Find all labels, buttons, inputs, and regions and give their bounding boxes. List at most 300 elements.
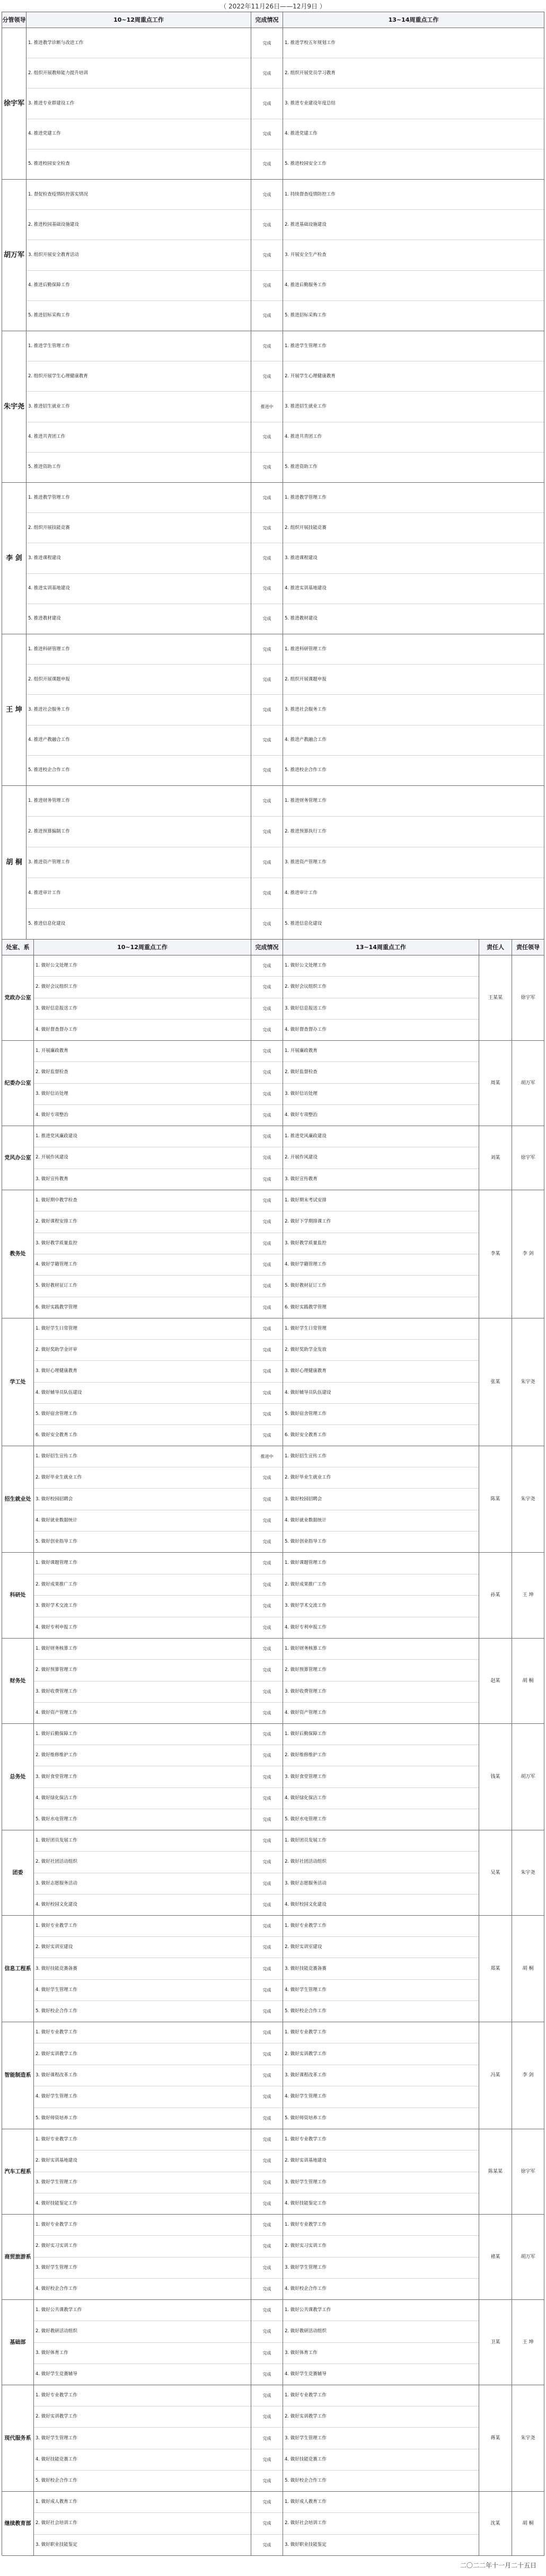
leader-status-line: 完成 bbox=[251, 543, 283, 573]
dept-leader: 徐宇军 bbox=[512, 2129, 544, 2215]
dept-status-line: 完成 bbox=[251, 1275, 283, 1296]
dept-status-line: 完成 bbox=[251, 1467, 283, 1488]
leader-work-next-line: 2. 组织开展课题申报 bbox=[283, 664, 544, 694]
leader-work-now-line: 3. 推进社会服务工作 bbox=[27, 694, 251, 724]
header-leader-2: 责任领导 bbox=[512, 940, 544, 955]
dept-status-line: 完成 bbox=[251, 2193, 283, 2214]
dept-status bbox=[251, 2022, 283, 2129]
dept-owner: 郑某 bbox=[479, 1916, 512, 2022]
dept-work-now bbox=[34, 1318, 251, 1446]
leader-status-line: 完成 bbox=[251, 694, 283, 724]
dept-work-now-line: 5. 做好创业指导工作 bbox=[34, 1531, 251, 1552]
dept-status-line: 完成 bbox=[251, 1659, 283, 1680]
dept-status-line: 完成 bbox=[251, 2150, 283, 2171]
dept-work-next-line: 3. 做好学生管理工作 bbox=[283, 2427, 479, 2448]
leader-work-now-line: 1. 推进教学管理工作 bbox=[28, 494, 70, 500]
dept-status-line: 完成 bbox=[262, 2137, 271, 2143]
dept-work-now-line: 2. 做好奖助学金评审 bbox=[34, 1339, 251, 1360]
dept-work-now-line: 4. 做好校企合作工作 bbox=[34, 2278, 251, 2299]
dept-name: 学工处 bbox=[2, 1318, 34, 1446]
leader-status-line: 完成 bbox=[251, 270, 283, 300]
dept-work-next-line: 4. 做好辅导员队伍建设 bbox=[283, 1382, 479, 1403]
dept-status-line: 完成 bbox=[251, 1297, 283, 1318]
dept-work-next-line: 4. 做好校企合作工作 bbox=[283, 2278, 479, 2299]
dept-work-now-line: 3. 做好学生管理工作 bbox=[34, 2172, 251, 2193]
leader-status-line: 完成 bbox=[251, 300, 283, 331]
dept-work-now-line: 3. 做好信息报送工作 bbox=[34, 998, 251, 1019]
dept-work-now-line: 1. 做好期中教学检查 bbox=[36, 1198, 77, 1203]
leader-work-next-line: 2. 组织开展技能竞赛 bbox=[283, 512, 544, 543]
leader-work-now bbox=[27, 786, 251, 940]
dept-leader: 李 剑 bbox=[512, 2022, 544, 2129]
dept-status-line: 完成 bbox=[262, 1732, 271, 1737]
leader-work-now-line: 5. 推进招标采购工作 bbox=[27, 300, 251, 331]
header-status: 完成情况 bbox=[251, 12, 283, 28]
dept-work-now-line: 2. 做好课程安排工作 bbox=[34, 1211, 251, 1232]
dept-work-next-line: 5. 做好师资培养工作 bbox=[283, 2108, 479, 2129]
leader-work-now-line: 3. 推进资产管理工作 bbox=[27, 847, 251, 878]
leader-work-next-line: 2. 推进基础设施建设 bbox=[283, 209, 544, 240]
dept-work-now-line: 2. 做好实训基地建设 bbox=[34, 2150, 251, 2171]
dept-status-line: 完成 bbox=[251, 2172, 283, 2193]
leader-work-now-line: 4. 推进审计工作 bbox=[27, 878, 251, 908]
dept-name: 汽车工程系 bbox=[2, 2129, 34, 2215]
leader-work-now-line: 2. 推进校园基础设施建设 bbox=[27, 209, 251, 240]
dept-work-next-line: 1. 做好成人教育工作 bbox=[285, 2499, 327, 2505]
dept-work-now-line: 6. 做好安全教育工作 bbox=[34, 1424, 251, 1446]
dept-work-next-line: 4. 做好学生竞赛辅导 bbox=[283, 2363, 479, 2385]
dept-status-line: 完成 bbox=[251, 1958, 283, 1979]
leader-work-next-line: 5. 推进校园安全工作 bbox=[283, 149, 544, 179]
dept-work-next-line: 3. 做好学生管理工作 bbox=[283, 2172, 479, 2193]
dept-work-next-line: 1. 做好专业教学工作 bbox=[285, 1923, 327, 1929]
dept-work-now bbox=[34, 2215, 251, 2300]
leader-work-now-line: 4. 推进后勤保障工作 bbox=[27, 270, 251, 300]
dept-work-now bbox=[34, 1830, 251, 1916]
dept-status-line: 完成 bbox=[251, 1809, 283, 1830]
dept-work-now-line: 2. 做好实训教学工作 bbox=[34, 2043, 251, 2064]
dept-status-line: 完成 bbox=[262, 1924, 271, 1929]
dept-work-now-line: 3. 做好学术交流工作 bbox=[34, 1595, 251, 1617]
dept-status bbox=[251, 2215, 283, 2300]
dept-work-next-line: 1. 做好专业教学工作 bbox=[285, 2030, 327, 2035]
dept-work-next-line: 4. 做好就业数据统计 bbox=[283, 1510, 479, 1531]
dept-work-next-line: 3. 做好学术交流工作 bbox=[283, 1595, 479, 1617]
dept-work-now bbox=[34, 1126, 251, 1190]
leader-work-next-line: 1. 推进财务管理工作 bbox=[285, 798, 327, 803]
dept-work-next-line: 2. 做好社团活动组织 bbox=[283, 1851, 479, 1872]
dept-work-next-line: 3. 做好食堂管理工作 bbox=[283, 1766, 479, 1787]
dept-work-now-line: 1. 做好专业教学工作 bbox=[36, 1923, 77, 1929]
dept-work-now-line: 2. 开展作风建设 bbox=[34, 1147, 251, 1168]
leader-work-now-line: 1. 推进学生管理工作 bbox=[28, 343, 70, 349]
dept-work-now-line: 1. 做好招生宣传工作 bbox=[36, 1454, 77, 1459]
dept-status-line: 完成 bbox=[251, 2278, 283, 2299]
dept-status-line: 完成 bbox=[251, 1617, 283, 1639]
dept-owner: 蒋某 bbox=[479, 2385, 512, 2492]
dept-status bbox=[251, 1041, 283, 1126]
dept-status-line: 完成 bbox=[262, 1326, 271, 1332]
dept-name: 财务处 bbox=[2, 1639, 34, 1724]
dept-owner: 赵某 bbox=[479, 1639, 512, 1724]
leader-work-now bbox=[27, 28, 251, 180]
dept-status-line: 完成 bbox=[251, 2065, 283, 2086]
dept-work-next-line: 2. 做好成果推广工作 bbox=[283, 1574, 479, 1596]
leader-work-now-line: 4. 推进共青团工作 bbox=[27, 422, 251, 452]
dept-work-next-line: 6. 做好安全教育工作 bbox=[283, 1424, 479, 1446]
leader-work-now-line: 2. 组织开展学生心理健康教育 bbox=[27, 361, 251, 391]
dept-work-now-line: 3. 做好心理健康教育 bbox=[34, 1360, 251, 1382]
dept-work-now-line: 6. 做好实践教学管理 bbox=[34, 1297, 251, 1318]
leader-status bbox=[251, 180, 283, 331]
dept-work-next-line: 3. 做好宣传教育 bbox=[283, 1169, 479, 1190]
leader-work-next bbox=[283, 331, 544, 483]
dept-status-line: 完成 bbox=[251, 998, 283, 1019]
leader-work-now-line: 2. 组织开展课题申报 bbox=[27, 664, 251, 694]
dept-work-now-line: 3. 做好志愿服务活动 bbox=[34, 1873, 251, 1894]
dept-status-line: 完成 bbox=[251, 1424, 283, 1446]
dept-owner: 陈某 bbox=[479, 1446, 512, 1553]
leader-status-line: 完成 bbox=[251, 908, 283, 939]
dept-work-next bbox=[283, 1639, 479, 1724]
dept-work-next-line: 3. 做好教学质量监控 bbox=[283, 1233, 479, 1254]
leader-name: 胡 桐 bbox=[2, 786, 27, 940]
dept-owner: 周某 bbox=[479, 1041, 512, 1126]
leader-status bbox=[251, 483, 283, 634]
dept-work-next bbox=[283, 1553, 479, 1639]
dept-status-line: 完成 bbox=[251, 1766, 283, 1787]
dept-work-next bbox=[283, 1830, 479, 1916]
dept-leader: 徐宇军 bbox=[512, 1126, 544, 1190]
dept-work-now bbox=[34, 955, 251, 1041]
dept-status-line: 完成 bbox=[251, 2086, 283, 2107]
dept-owner: 李某 bbox=[479, 1190, 512, 1318]
leader-work-next-line: 3. 推进专业建设年度总结 bbox=[283, 88, 544, 118]
leader-name: 胡万军 bbox=[2, 180, 27, 331]
dept-work-next-line: 4. 做好学生管理工作 bbox=[283, 2086, 479, 2107]
dept-status-line: 完成 bbox=[262, 2393, 271, 2398]
dept-status-line: 完成 bbox=[251, 2427, 283, 2448]
dept-work-now-line: 1. 做好专业教学工作 bbox=[36, 2222, 77, 2228]
dept-work-now-line: 2. 做好成果推广工作 bbox=[34, 1574, 251, 1596]
dept-work-now-line: 3. 做好宣传教育 bbox=[34, 1169, 251, 1190]
dept-status bbox=[251, 1126, 283, 1190]
dept-work-now-line: 4. 做好专项整治 bbox=[34, 1104, 251, 1126]
dept-work-next-line: 2. 做好监督检查 bbox=[283, 1061, 479, 1083]
leader-status-line: 完成 bbox=[251, 149, 283, 179]
dept-work-next bbox=[283, 2492, 479, 2556]
dept-work-now-line: 4. 做好督查督办工作 bbox=[34, 1019, 251, 1040]
dept-work-now bbox=[34, 1446, 251, 1553]
report-date: 二〇二二年十一月二十五日 bbox=[460, 2562, 536, 2569]
dept-status-line: 完成 bbox=[262, 1838, 271, 1844]
leader-status-line: 完成 bbox=[251, 58, 283, 88]
dept-work-now-line: 1. 做好成人教育工作 bbox=[36, 2499, 77, 2505]
dept-work-now-line: 4. 做好学生管理工作 bbox=[34, 2086, 251, 2107]
dept-status bbox=[251, 1318, 283, 1446]
dept-status-line: 完成 bbox=[251, 1702, 283, 1723]
dept-work-next-line: 4. 做好学生管理工作 bbox=[283, 1979, 479, 2000]
dept-work-now bbox=[34, 2385, 251, 2492]
header-work-now: 10~12周重点工作 bbox=[27, 12, 251, 28]
dept-work-now-line: 3. 做好教学质量监控 bbox=[34, 1233, 251, 1254]
dept-status bbox=[251, 1830, 283, 1916]
dept-owner: 钱某 bbox=[479, 1724, 512, 1830]
dept-work-next-line: 4. 做好专项整治 bbox=[283, 1104, 479, 1126]
dept-work-now-line: 3. 做好校园招聘会 bbox=[34, 1488, 251, 1509]
dept-work-now-line: 1. 做好后勤保障工作 bbox=[36, 1731, 77, 1737]
dept-work-next-line: 3. 做好收费管理工作 bbox=[283, 1681, 479, 1702]
leader-status-line: 完成 bbox=[251, 847, 283, 878]
dept-work-next-line: 4. 做好校园文化建设 bbox=[283, 1894, 479, 1915]
dept-work-next-line: 3. 做好课程改革工作 bbox=[283, 2065, 479, 2086]
dept-work-next-line: 2. 做好社会培训工作 bbox=[283, 2512, 479, 2534]
dept-work-next-line: 2. 做好会议组织工作 bbox=[283, 976, 479, 997]
dept-status-line: 完成 bbox=[251, 2342, 283, 2363]
dept-status bbox=[251, 1916, 283, 2022]
leader-status-line: 完成 bbox=[251, 664, 283, 694]
leader-status bbox=[251, 786, 283, 940]
dept-work-now-line: 1. 做好专业教学工作 bbox=[36, 2393, 77, 2398]
dept-status-line: 完成 bbox=[251, 2043, 283, 2064]
dept-status bbox=[251, 1446, 283, 1553]
leader-work-next-line: 1. 推进教学管理工作 bbox=[285, 494, 327, 500]
dept-work-next bbox=[283, 955, 479, 1041]
dept-status-line: 完成 bbox=[251, 1681, 283, 1702]
dept-status-line: 完成 bbox=[262, 2223, 271, 2228]
dept-work-next bbox=[283, 2022, 479, 2129]
leader-status bbox=[251, 28, 283, 180]
dept-work-next-line: 3. 做好校园招聘会 bbox=[283, 1488, 479, 1509]
dept-work-now-line: 3. 做好信访处理 bbox=[34, 1083, 251, 1104]
dept-work-next-line: 3. 做好志愿服务活动 bbox=[283, 1873, 479, 1894]
dept-work-next-line: 2. 做好奖助学金发放 bbox=[283, 1339, 479, 1360]
dept-status-line: 完成 bbox=[251, 2363, 283, 2385]
dept-leader: 朱宇尧 bbox=[512, 1318, 544, 1446]
dept-work-next-line: 1. 做好团员发展工作 bbox=[285, 1838, 327, 1844]
dept-work-now-line: 1. 做好专业教学工作 bbox=[36, 2137, 77, 2143]
leader-work-now-line: 1. 推进财务管理工作 bbox=[28, 798, 70, 803]
dept-owner: 刘某 bbox=[479, 1126, 512, 1190]
leader-work-now-line: 2. 推进预算编制工作 bbox=[27, 816, 251, 847]
dept-status-line: 完成 bbox=[262, 2030, 271, 2035]
dept-work-next-line: 3. 做好职业技能鉴定 bbox=[283, 2534, 479, 2555]
leader-work-next bbox=[283, 634, 544, 786]
dept-leader: 胡万军 bbox=[512, 1724, 544, 1830]
leader-work-next-line: 5. 推进校企合作工作 bbox=[283, 755, 544, 785]
dept-owner: 冯某 bbox=[479, 2022, 512, 2129]
dept-name: 科研处 bbox=[2, 1553, 34, 1639]
dept-leader: 胡 桐 bbox=[512, 1916, 544, 2022]
leader-name: 王 坤 bbox=[2, 634, 27, 786]
leader-work-now-line: 3. 推进招生就业工作 bbox=[27, 391, 251, 421]
dept-status-line: 完成 bbox=[251, 1403, 283, 1424]
dept-status-line: 完成 bbox=[262, 1049, 271, 1054]
dept-status-line: 完成 bbox=[251, 2449, 283, 2470]
dept-work-now-line: 5. 做好水电管理工作 bbox=[34, 1809, 251, 1830]
leader-name: 徐宇军 bbox=[2, 28, 27, 180]
leader-status-line: 完成 bbox=[262, 343, 271, 349]
leader-name: 朱宇尧 bbox=[2, 331, 27, 483]
dept-work-now-line: 3. 做好课程改革工作 bbox=[34, 2065, 251, 2086]
dept-owner: 卫某 bbox=[479, 2300, 512, 2385]
leader-work-next bbox=[283, 180, 544, 331]
leader-work-next-line: 1. 推进科研管理工作 bbox=[285, 646, 327, 652]
dept-status-line: 完成 bbox=[251, 1873, 283, 1894]
leader-work-next-line: 4. 推进产教融合工作 bbox=[283, 725, 544, 755]
dept-status-line: 完成 bbox=[251, 1147, 283, 1168]
dept-status bbox=[251, 2385, 283, 2492]
dept-work-next-line: 3. 做好学生管理工作 bbox=[283, 2257, 479, 2278]
dept-status-line: 完成 bbox=[251, 976, 283, 997]
dept-work-next-line: 2. 开展作风建设 bbox=[283, 1147, 479, 1168]
dept-work-next-line: 4. 做好技能竞赛工作 bbox=[283, 2449, 479, 2470]
dept-work-now-line: 3. 做好学生管理工作 bbox=[34, 2257, 251, 2278]
dept-work-next-line: 2. 做好下学期排课工作 bbox=[283, 1211, 479, 1232]
leader-work-now bbox=[27, 634, 251, 786]
dept-work-now-line: 2. 做好会议组织工作 bbox=[34, 976, 251, 997]
dept-status-line: 完成 bbox=[251, 1233, 283, 1254]
header-work-next-2: 13~14周重点工作 bbox=[283, 940, 479, 955]
leader-status-line: 完成 bbox=[251, 119, 283, 149]
dept-work-now bbox=[34, 2492, 251, 2556]
dept-status-line: 完成 bbox=[251, 2000, 283, 2022]
dept-work-now-line: 5. 做好教材征订工作 bbox=[34, 1275, 251, 1296]
dept-work-now-line: 3. 做好体育工作 bbox=[34, 2342, 251, 2363]
dept-status-line: 完成 bbox=[251, 1595, 283, 1617]
leader-work-next-line: 1. 推进学校五年规划工作 bbox=[285, 40, 336, 46]
dept-work-now-line: 2. 做好实训室建设 bbox=[34, 1936, 251, 1958]
dept-work-now bbox=[34, 2300, 251, 2385]
dept-work-now-line: 5. 做好校企合作工作 bbox=[34, 2470, 251, 2491]
dept-work-next bbox=[283, 1190, 479, 1318]
dept-work-now-line: 1. 做好财务核算工作 bbox=[36, 1646, 77, 1652]
dept-status bbox=[251, 1724, 283, 1830]
dept-leader: 胡 桐 bbox=[512, 1639, 544, 1724]
leader-status-line: 完成 bbox=[262, 495, 271, 500]
leader-status bbox=[251, 331, 283, 483]
dept-status-line: 完成 bbox=[251, 1019, 283, 1040]
dept-work-next bbox=[283, 1724, 479, 1830]
dept-work-next-line: 5. 做好创业指导工作 bbox=[283, 1531, 479, 1552]
dept-work-now-line: 4. 做好校园文化建设 bbox=[34, 1894, 251, 1915]
dept-work-now bbox=[34, 1724, 251, 1830]
dept-leader: 朱宇尧 bbox=[512, 2385, 544, 2492]
leader-status-line: 完成 bbox=[251, 725, 283, 755]
dept-status-line: 完成 bbox=[262, 1198, 271, 1203]
leader-work-now-line: 5. 推进资助工作 bbox=[27, 452, 251, 482]
dept-name: 基础部 bbox=[2, 2300, 34, 2385]
dept-status-line: 完成 bbox=[251, 1211, 283, 1232]
leader-status-line: 完成 bbox=[251, 878, 283, 908]
leader-work-next bbox=[283, 28, 544, 180]
dept-work-next-line: 4. 做好绿化保洁工作 bbox=[283, 1787, 479, 1809]
dept-name: 团委 bbox=[2, 1830, 34, 1916]
work-report-table bbox=[2, 12, 544, 2555]
dept-work-now-line: 2. 做好毕业生就业工作 bbox=[34, 1467, 251, 1488]
dept-work-now-line: 2. 做好监督检查 bbox=[34, 1061, 251, 1083]
dept-work-now-line: 4. 做好技能竞赛工作 bbox=[34, 2449, 251, 2470]
leader-work-now-line: 5. 推进信息化建设 bbox=[27, 908, 251, 939]
dept-status-line: 完成 bbox=[251, 1745, 283, 1766]
dept-status bbox=[251, 1553, 283, 1639]
dept-work-now-line: 3. 做好技能竞赛备赛 bbox=[34, 1958, 251, 1979]
dept-owner: 褚某 bbox=[479, 2215, 512, 2300]
dept-work-now-line: 4. 做好学生管理工作 bbox=[34, 1979, 251, 2000]
dept-work-next bbox=[283, 2215, 479, 2300]
dept-work-next bbox=[283, 2129, 479, 2215]
leader-work-next-line: 2. 推进预算执行工作 bbox=[283, 816, 544, 847]
leader-work-next-line: 4. 推进共青团工作 bbox=[283, 422, 544, 452]
leader-work-next-line: 3. 开展安全生产检查 bbox=[283, 240, 544, 270]
dept-status-line: 完成 bbox=[251, 2257, 283, 2278]
dept-owner: 张某 bbox=[479, 1318, 512, 1446]
dept-work-next-line: 1. 做好后勤保障工作 bbox=[285, 1731, 327, 1737]
dept-work-now-line: 2. 做好实习实训工作 bbox=[34, 2235, 251, 2256]
dept-owner: 孙某 bbox=[479, 1553, 512, 1639]
leader-work-next-line: 5. 推进资助工作 bbox=[283, 452, 544, 482]
header-leader: 分管领导 bbox=[2, 12, 27, 28]
dept-name: 信息工程系 bbox=[2, 1916, 34, 2022]
dept-work-now bbox=[34, 2022, 251, 2129]
header-dept: 处室、系 bbox=[2, 940, 34, 955]
dept-status bbox=[251, 2492, 283, 2556]
dept-name: 党政办公室 bbox=[2, 955, 34, 1041]
dept-name: 继续教育部 bbox=[2, 2492, 34, 2556]
leader-work-next-line: 4. 推进审计工作 bbox=[283, 878, 544, 908]
leader-work-next-line: 5. 推进教材建设 bbox=[283, 604, 544, 634]
dept-status-line: 完成 bbox=[251, 1510, 283, 1531]
dept-status-line: 完成 bbox=[262, 1561, 271, 1566]
dept-work-now-line: 2. 做好社会培训工作 bbox=[34, 2512, 251, 2534]
leader-work-next-line: 2. 组织开展党员学习教育 bbox=[283, 58, 544, 88]
header-status-2: 完成情况 bbox=[251, 940, 283, 955]
dept-status bbox=[251, 1639, 283, 1724]
dept-leader: 胡万军 bbox=[512, 1041, 544, 1126]
leader-status-line: 推进中 bbox=[251, 391, 283, 421]
dept-work-now-line: 1. 推进党风廉政建设 bbox=[36, 1134, 77, 1139]
dept-work-now-line: 1. 开展廉政教育 bbox=[36, 1048, 68, 1054]
dept-work-next-line: 2. 做好维修维护工作 bbox=[283, 1745, 479, 1766]
dept-status-line: 完成 bbox=[251, 2235, 283, 2256]
leader-work-now-line: 3. 组织开展安全教育活动 bbox=[27, 240, 251, 270]
dept-work-next bbox=[283, 1126, 479, 1190]
dept-work-next-line: 2. 做好毕业生就业工作 bbox=[283, 1467, 479, 1488]
leader-status-line: 完成 bbox=[251, 422, 283, 452]
dept-work-next-line: 1. 开展廉政教育 bbox=[285, 1048, 318, 1054]
leader-work-next bbox=[283, 786, 544, 940]
dept-work-now-line: 5. 做好师资培养工作 bbox=[34, 2108, 251, 2129]
dept-work-next-line: 3. 做好信访处理 bbox=[283, 1083, 479, 1104]
dept-work-next-line: 4. 做好学籍管理工作 bbox=[283, 1254, 479, 1275]
leader-work-now-line: 2. 组织开展教师能力提升培训 bbox=[27, 58, 251, 88]
dept-work-now-line: 2. 做好实训教学工作 bbox=[34, 2406, 251, 2427]
dept-leader: 李 剑 bbox=[512, 1190, 544, 1318]
dept-status-line: 完成 bbox=[251, 2321, 283, 2342]
leader-work-now-line: 1. 推进科研管理工作 bbox=[28, 646, 70, 652]
dept-work-next-line: 2. 做好实训基地建设 bbox=[283, 2150, 479, 2171]
dept-status-line: 完成 bbox=[251, 1254, 283, 1275]
leader-status-line: 完成 bbox=[262, 192, 271, 197]
dept-work-next-line: 2. 做好实训室建设 bbox=[283, 1936, 479, 1958]
dept-status-line: 完成 bbox=[251, 1339, 283, 1360]
leader-status-line: 完成 bbox=[262, 40, 271, 46]
dept-work-next bbox=[283, 2300, 479, 2385]
dept-owner: 陈某某 bbox=[479, 2129, 512, 2215]
leader-work-next-line: 2. 开展学生心理健康教育 bbox=[283, 361, 544, 391]
dept-status-line: 完成 bbox=[251, 1083, 283, 1104]
dept-status-line: 完成 bbox=[251, 2512, 283, 2534]
